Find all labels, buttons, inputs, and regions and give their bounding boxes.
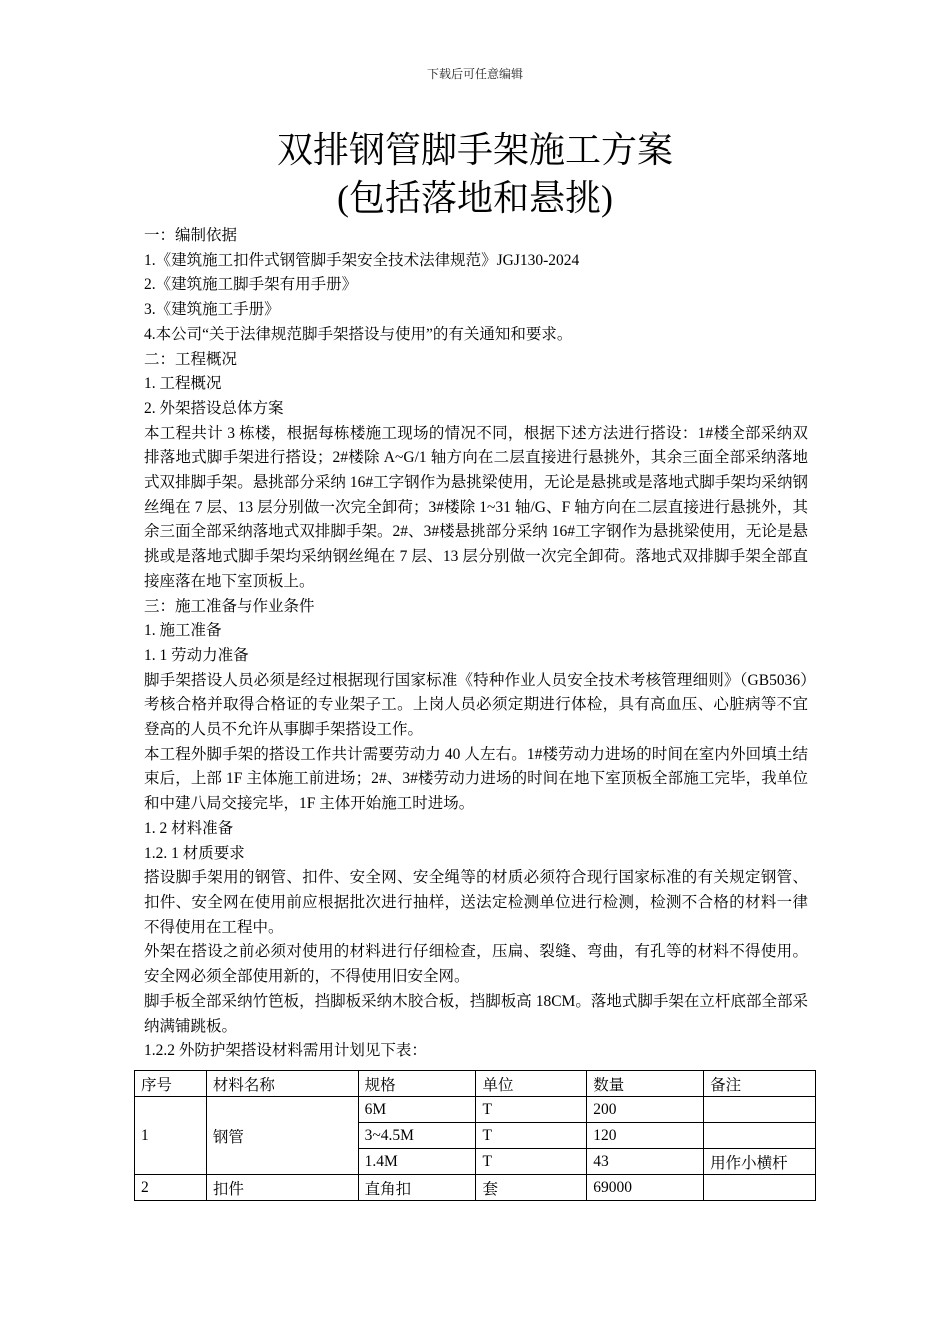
body-paragraph: 外架在搭设之前必须对使用的材料进行仔细检查，压扁、裂缝、弯曲，有孔等的材料不得使用。安全网必须全部使用新的，不得使用旧安全网。 xyxy=(144,943,808,986)
materials-table xyxy=(134,1070,816,1201)
body-paragraph: 本工程共计 3 栋楼，根据每栋楼施工现场的情况不同，根据下述方法进行搭设：1#楼全部采纳双排落地式脚手架进行搭设；2#楼除 A~G/1 轴方向在二层直接进行悬挑外，其余三面全部采纳落地式双排脚手架。悬挑部分采纳 16#工字钢作为悬挑梁使用，无论是悬挑或是落地式脚手架均采纳钢丝绳在 7 层、13 层分别做一次完全卸荷；3#楼除 1~31 轴/G、F 轴方向在二层直接进行悬挑外，其余三面全部采纳落地式双排脚手架。2#、3#楼悬挑部分采纳 16#工字钢作为悬挑梁使用，无论是悬挑或是落地式脚手架均采纳钢丝绳在 7 层、13 层分别做一次完全卸荷。落地式双排脚手架全部直接座落在地下室顶板上。 xyxy=(144,424,808,590)
table-header-cell: 序号 xyxy=(135,1071,207,1097)
table-header-cell: 规格 xyxy=(358,1071,476,1097)
table-header-row xyxy=(135,1071,816,1097)
table-cell-qty: 43 xyxy=(587,1149,704,1175)
table-cell-qty: 200 xyxy=(587,1097,704,1123)
table-cell-unit: T xyxy=(476,1149,587,1175)
table-caption: 1.2.2 外防护架搭设材料需用计划见下表： xyxy=(144,1042,427,1060)
table-cell-qty: 69000 xyxy=(587,1175,704,1201)
table-cell-name: 钢管 xyxy=(206,1097,358,1175)
section-heading: 二：工程概况 xyxy=(144,350,238,368)
table-header-cell: 单位 xyxy=(476,1071,587,1097)
document-title: 双排钢管脚手架施工方案 xyxy=(276,130,673,170)
document-body xyxy=(144,224,808,1064)
body-paragraph: 脚手架搭设人员必须是经过根据现行国家标准《特种作业人员安全技术考核管理细则》（GB5036）考核合格并取得合格证的专业架子工。上岗人员必须定期进行体检，具有高血压、心脏病等不宜登高的人员不允许从事脚手架搭设工作。 xyxy=(144,671,808,739)
subsection-heading: 2. 外架搭设总体方案 xyxy=(144,399,284,417)
table-cell-spec: 3~4.5M xyxy=(358,1123,476,1149)
body-paragraph: 脚手板全部采纳竹笆板，挡脚板采纳木胶合板，挡脚板高 18CM。落地式脚手架在立杆底部全部采纳满铺跳板。 xyxy=(144,992,808,1035)
page-header-note: 下载后可任意编辑 xyxy=(426,67,523,81)
reference-item: 4.本公司“关于法律规范脚手架搭设与使用”的有关通知和要求。 xyxy=(144,325,573,343)
table-cell-note xyxy=(704,1123,816,1149)
table-cell-no: 1 xyxy=(135,1097,207,1175)
table-header-cell: 备注 xyxy=(704,1071,816,1097)
table-cell-spec: 6M xyxy=(358,1097,476,1123)
reference-item: 3.《建筑施工手册》 xyxy=(144,301,280,319)
subsection-heading: 1. 1 劳动力准备 xyxy=(144,646,249,664)
table-cell-unit: T xyxy=(476,1097,587,1123)
document-subtitle: (包括落地和悬挑) xyxy=(337,178,613,218)
table-cell-note xyxy=(704,1175,816,1201)
subsection-heading: 1.2. 1 材质要求 xyxy=(144,844,245,862)
section-heading: 一：编制依据 xyxy=(144,227,238,244)
body-paragraph: 搭设脚手架用的钢管、扣件、安全网、安全绳等的材质必须符合现行国家标准的有关规定钢管、扣件、安全网在使用前应根据批次进行抽样，送法定检测单位进行检测，检测不合格的材料一律不得使用在工程中。 xyxy=(144,869,808,936)
table-cell-unit: 套 xyxy=(476,1175,587,1201)
table-cell-note: 用作小横杆 xyxy=(704,1149,816,1175)
subsection-heading: 1. 施工准备 xyxy=(144,622,222,640)
body-paragraph: 本工程外脚手架的搭设工作共计需要劳动力 40 人左右。1#楼劳动力进场的时间在室内外回填土结束后，上部 1F 主体施工前进场；2#、3#楼劳动力进场的时间在地下室顶板全部施工完毕，我单位和中建八局交接完毕，1F 主体开始施工时进场。 xyxy=(144,745,808,813)
table-cell-name: 扣件 xyxy=(206,1175,358,1201)
table-cell-note xyxy=(704,1097,816,1123)
table-header-cell: 数量 xyxy=(587,1071,704,1097)
table-row xyxy=(135,1175,816,1201)
table-row xyxy=(135,1097,816,1123)
table-cell-qty: 120 xyxy=(587,1123,704,1149)
table-header-cell: 材料名称 xyxy=(206,1071,358,1097)
reference-item: 2.《建筑施工脚手架有用手册》 xyxy=(144,276,358,294)
table-cell-no: 2 xyxy=(135,1175,207,1201)
table-cell-spec: 1.4M xyxy=(358,1149,476,1175)
table-cell-unit: T xyxy=(476,1123,587,1149)
table-cell-spec: 直角扣 xyxy=(358,1175,476,1201)
reference-item: 1.《建筑施工扣件式钢管脚手架安全技术法律规范》JGJ130-2024 xyxy=(144,251,580,269)
section-heading: 三：施工准备与作业条件 xyxy=(144,597,315,615)
subsection-heading: 1. 工程概况 xyxy=(144,375,222,393)
subsection-heading: 1. 2 材料准备 xyxy=(144,819,234,837)
